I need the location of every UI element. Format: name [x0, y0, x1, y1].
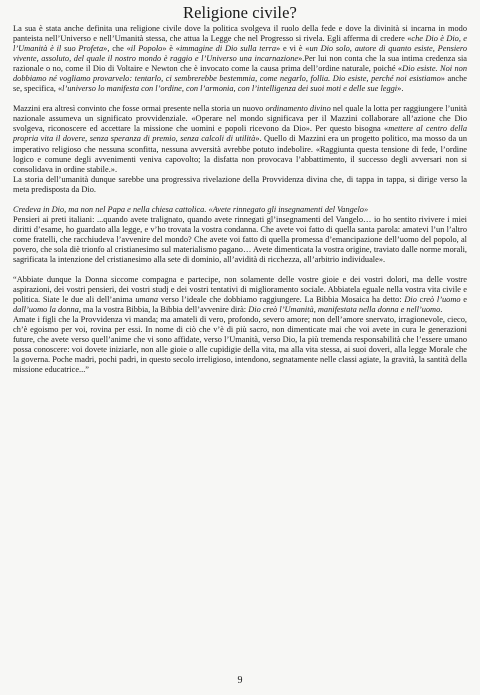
paragraph	[13, 24, 467, 94]
quote-paragraph	[13, 315, 467, 375]
text-run: ». Quello di Mazzini era un progetto politico, ma mosso da un imperativo religioso che nessuna sconfitta, nessuna avversità avrebbe potuto indebolire. «Raggiunta questa tensione di fede, l’ordine logico e comune degli avvenimenti veniva capovolto; la disfatta non provocava l’abbattimento, il successo degli avversari non si consolidava in ordine stabile.».	[13, 134, 467, 174]
paragraph	[13, 175, 467, 195]
page-title: Religione civile?	[183, 3, 297, 22]
italic-text: il Popolo	[130, 44, 163, 54]
text-run: » e vi è «	[276, 44, 310, 54]
italic-text: l’universo lo manifesta con l’ordine, con l’armonia, con l’intelligenza dei suoi moti e delle sue leggi	[62, 84, 398, 94]
text-run: Amate i figli che la Provvidenza vi manda; ma amateli di vero, profondo, severo amore; non dell’amore snervato, irragionevole, cieco, ch’è egoismo per voi, rovina per essi. In nome di ciò che v’è di più sacro, non dimenticate mai che voi avete in cura le generazioni future, che avete verso quell’anime che vi sono affidate, verso l’Umanità, verso Dio, la più tremenda responsabilità che l’essere umano possa conoscere: voi dovete iniziarle, non alle gioie o alle cupidigie della vita, ma alla vita stessa, ai suoi doveri, alla legge Morale che la governa. Poche madri, pochi padri, in questo secolo irreligioso, intendono, segnatamente nelle classi agiate, la gravità, la santità della missione educatrice...”	[13, 315, 467, 375]
text-run: », che «	[103, 44, 131, 54]
text-run: e	[460, 295, 467, 305]
italic-text: dall’uomo la donna,	[13, 305, 81, 315]
text-run: .	[440, 305, 443, 315]
italic-text: ordinamento divino	[265, 104, 331, 114]
italic-text: immagine di Dio sulla terra	[179, 44, 276, 54]
italic-text: un Dio solo, autore di quanto esiste, Pensiero vivente, assoluto, del quale il nostro mondo è raggio e l’Universo una incarnazione	[13, 44, 467, 64]
paragraph	[13, 104, 467, 174]
italic-text: Credeva in Dio, ma non nel Papa e nella chiesa cattolica. «Avete rinnegato gli insegnamenti del Vangelo»	[13, 204, 369, 214]
text-run: La storia dell’umanità dunque sarebbe una progressiva rivelazione della Provvidenza divina che, di tappa in tappa, si dirige verso la meta predisposta da Dio.	[13, 174, 467, 194]
section-heading	[13, 205, 467, 215]
text-run: nel quale la lotta per raggiungere l’unità nazionale assumeva un significato provvidenziale. «Operare nel mondo significava per il Mazzini collaborare all’azione che Dio svolgeva, riconoscere ed accettare la missione che uomini e popoli ricevono da Dio». Per questo bisogna «	[13, 104, 467, 134]
quote-paragraph	[13, 275, 467, 315]
text-run: ma la vostra Bibbia, la Bibbia dell’avvenire dirà:	[80, 305, 249, 315]
italic-text: umana	[135, 295, 159, 305]
text-run: verso l’ideale che dobbiamo raggiungere. La Bibbia Mosaica ha detto:	[158, 295, 405, 305]
text-run: Pensieri ai preti italiani: ...quando avete tralignato, quando avete rinnegati gl’insegnamenti del Vangelo… io ho sentito rivivere i miei diritti d’esame, ho guardato alla legge, e v’ho trovata la vostra condanna. Che avete voi fatto di quella santa parola: amatevi l’un l’altro come fratelli, che racchiudeva l’avvenire del mondo? Che avete voi fatto di quella promessa d’emancipazione dell’uomo del popolo, al povero, che sola diè trionfo al cristianesimo sul materialismo pagano… Avete dimenticata la vostra origine, traviato dalle norme morali, sagrificata la intenzione del cristianesimo alla sete di dominio, all’avidità di ricchezza, all’arbitrio individuale».	[13, 214, 467, 264]
text-run: » anche se, specifica, «	[13, 74, 467, 94]
text-run: ».Per lui non conta che la sua intima credenza sia razionale o no, come il Dio di Voltaire e Newton che è invocato come la causa prima dell’ordine naturale, poiché «	[13, 54, 468, 74]
text-run: ».	[397, 84, 404, 94]
text-run: La sua è stata anche definita una religione civile dove la politica svolgeva il ruolo della fede e dove la divinità si incarna in modo panteista nell’Universo e nell’Umanità stessa, che attua la Legge che nel Progresso si rivela. Egli afferma di credere «	[13, 24, 467, 44]
italic-text: Dio creò l’Umanità, manifestata nella donna e nell’uomo	[248, 305, 441, 315]
page-number: 9	[237, 675, 243, 686]
text-run: “Abbiate dunque la Donna siccome compagna e partecipe, non solamente delle vostre gioie e dei vostri dolori, ma delle vostre aspirazioni, dei vostri pensieri, dei vostri studj e dei vostri tentativi di miglioramento sociale. Abbiatela eguale nella vostra vita civile e politica. Siate le due ali dell’anima	[13, 275, 467, 305]
italic-text: Dio esiste. Noi non dobbiamo né vogliamo provarvelo: tentarlo, ci sembrerebbe bestemmia, come negarlo, follia. Dio esiste, perché noi esistiamo	[13, 64, 468, 84]
paragraph	[13, 215, 467, 265]
italic-text: Dio creò l’uomo	[404, 295, 461, 305]
italic-text: che Dio è Dio, e l’Umanità è il suo Profeta	[13, 34, 467, 54]
italic-text: mettere al centro della propria vita il dovere, senza speranza di premio, senza calcoli di utilità	[13, 124, 467, 144]
text-run: » è «	[162, 44, 180, 54]
text-run: Mazzini era altresì convinto che fosse ormai presente nella storia un nuovo	[13, 104, 266, 114]
